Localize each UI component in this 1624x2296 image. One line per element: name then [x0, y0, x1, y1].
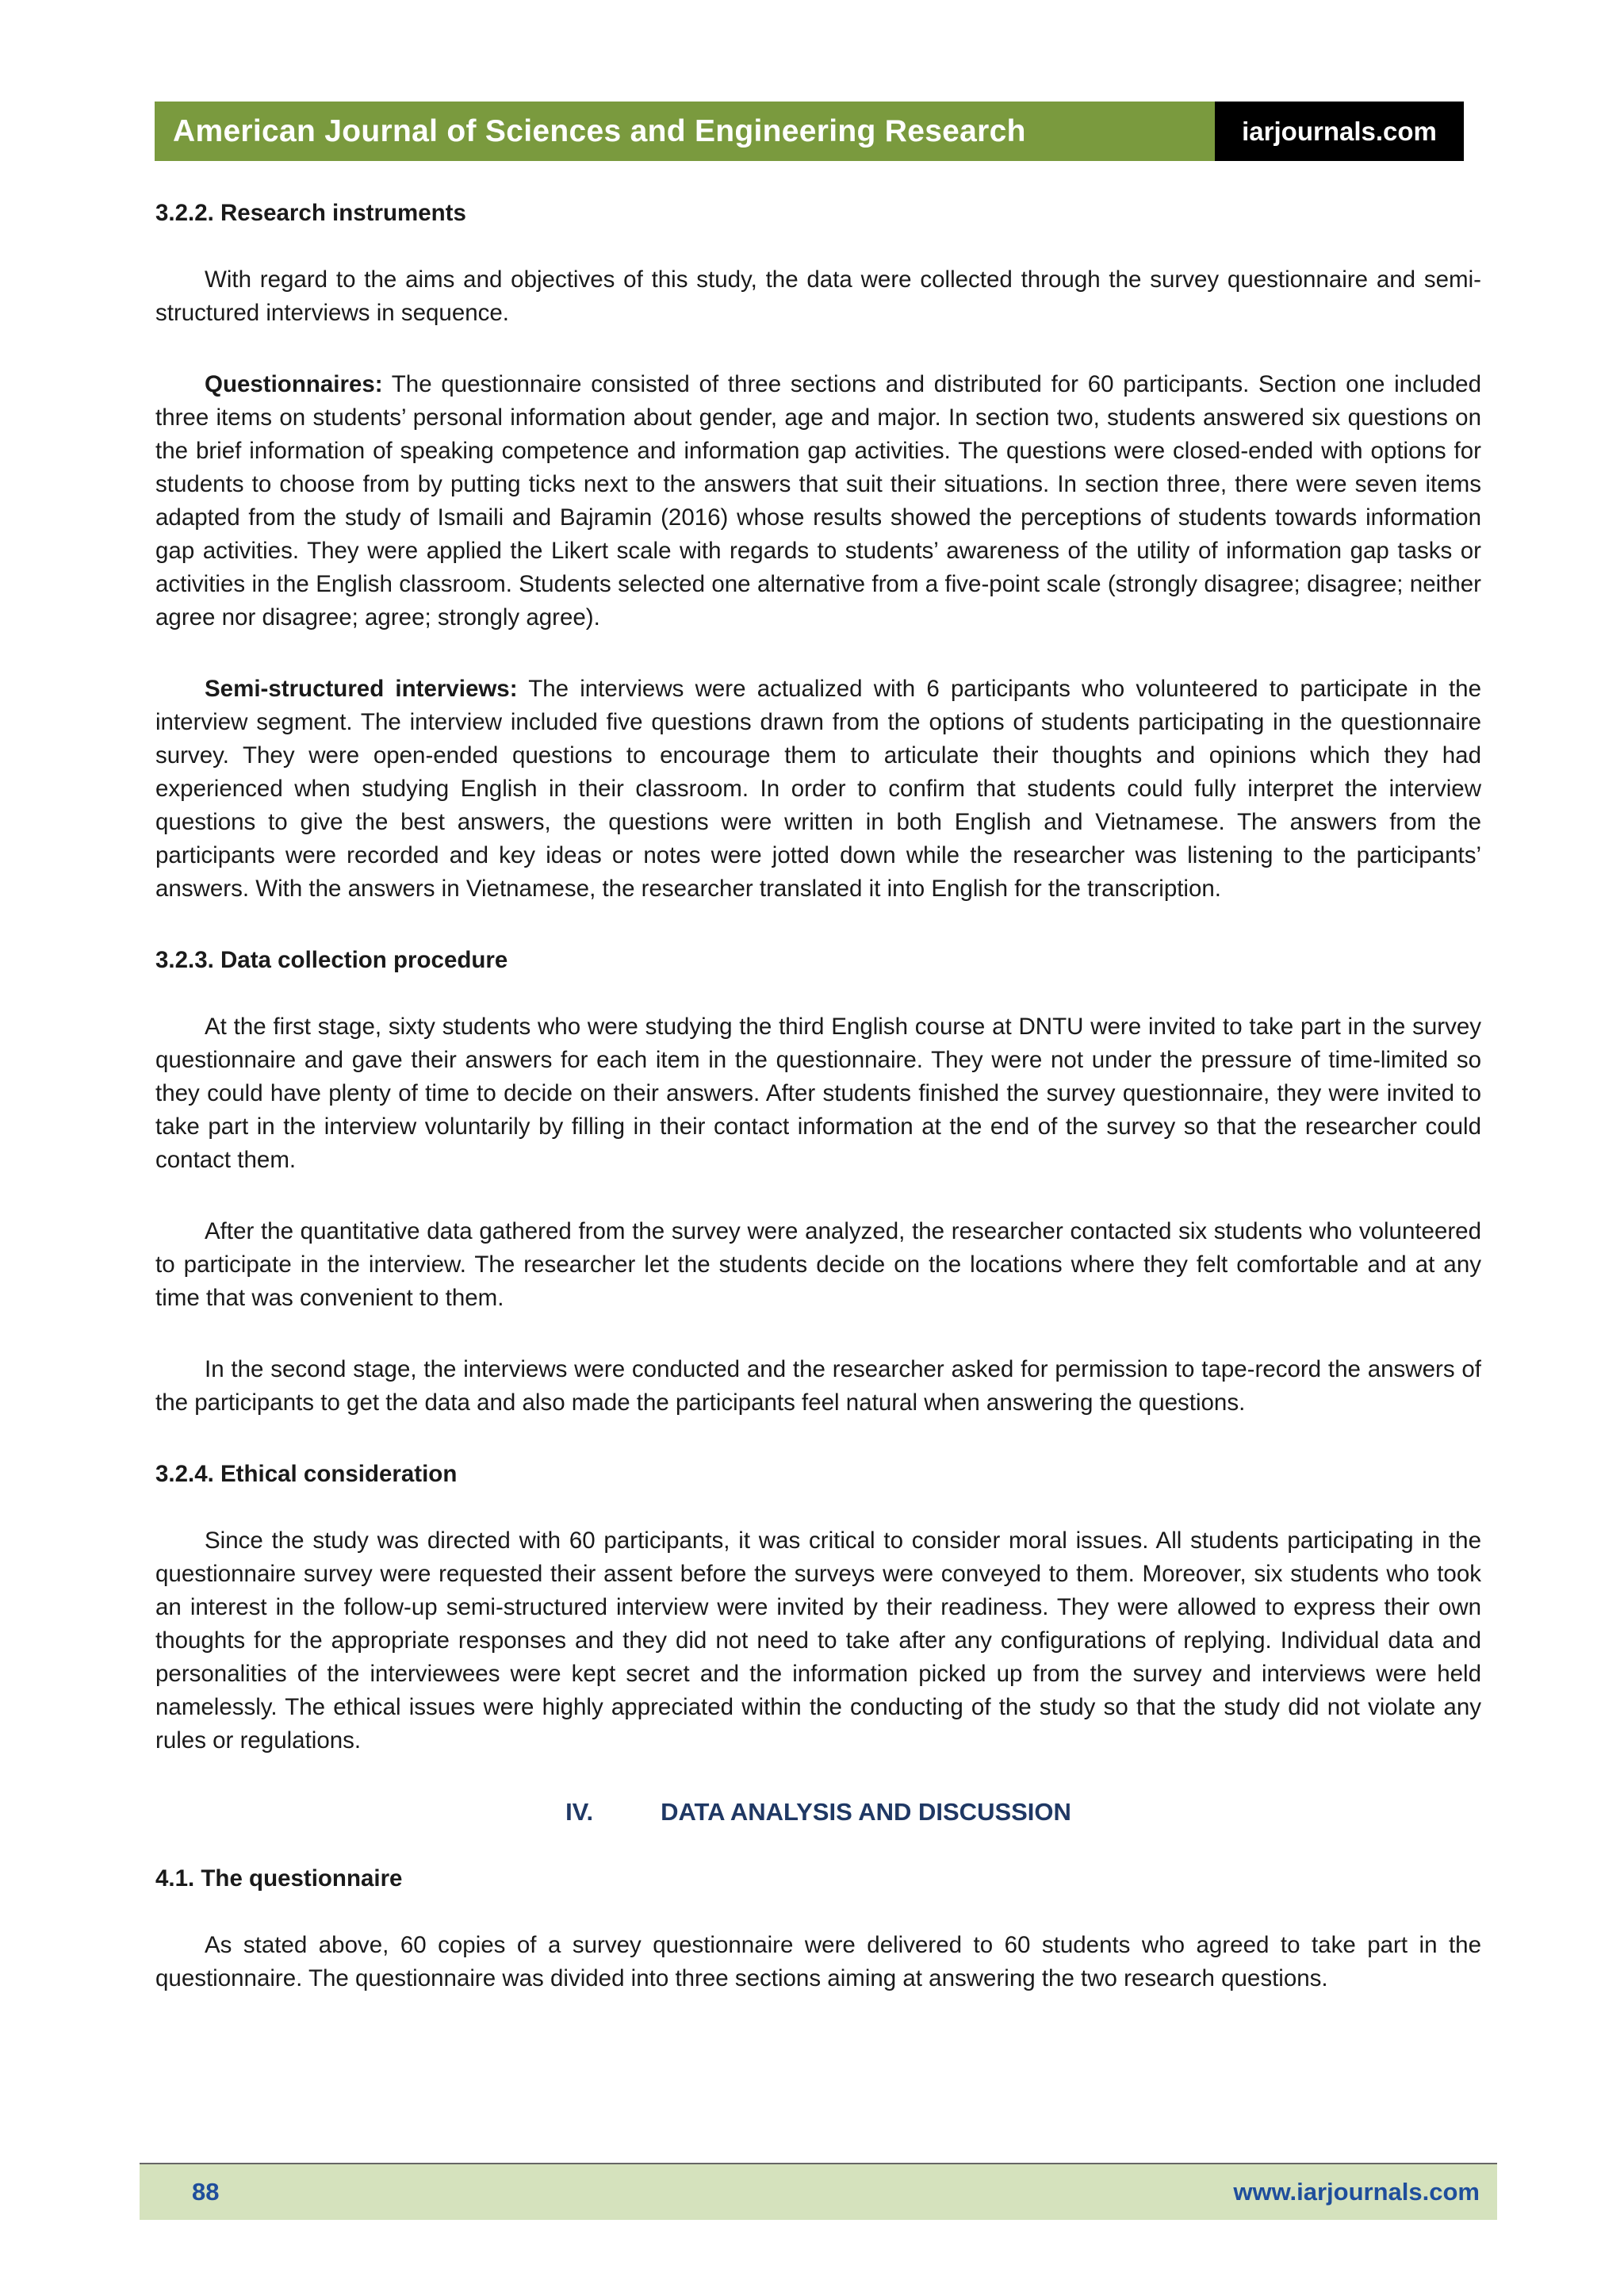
journal-title: American Journal of Sciences and Engineering Research [173, 114, 1026, 148]
article-body [155, 197, 1481, 2033]
paragraph-questionnaires [155, 368, 1481, 634]
paragraph-ethical: Since the study was directed with 60 participants, it was critical to consider moral issues. All students participating in the questionnaire survey were requested their assent before the surveys were conveyed to them. Moreover, six students who took an interest in the follow-up semi-structured interview were invited by their readiness. They were allowed to express their own thoughts for the appropriate responses and they did not need to take after any configurations of replying. Individual data and personalities of the interviewees were kept secret and the information picked up from the survey and interviews were held namelessly. The ethical issues were highly appreciated within the conducting of the study so that the study did not violate any rules or regulations. [155, 1527, 1481, 1754]
section-title: DATA ANALYSIS AND DISCUSSION [661, 1798, 1071, 1826]
paragraph-collection-1: At the first stage, sixty students who were studying the third English course at DNTU were invited to take part in the survey questionnaire and gave their answers for each item in the questionnaire. They were not under the pressure of time-limited so they could have plenty of time to decide on their answers. After students finished the survey questionnaire, they were invited to take part in the interview voluntarily by filling in their contact information at the end of the survey so that the researcher could contact them. [155, 1014, 1481, 1173]
footer-site-link[interactable]: www.iarjournals.com [1233, 2178, 1480, 2206]
paragraph-interviews [155, 673, 1481, 906]
questionnaires-lead: Questionnaires: [205, 371, 383, 397]
heading-data-collection: 3.2.3. Data collection procedure [155, 947, 508, 973]
section-heading-analysis [155, 1796, 1481, 1829]
questionnaires-text: The questionnaire consisted of three sections and distributed for 60 participants. Section one included three items on students’ personal information about gender, age and major. In section two, students answered six questions on the brief information of speaking competence and information gap activities. The questions were closed-ended with options for students to choose from by putting ticks next to the answers that suit their situations. In section three, there were seven items adapted from the study of Ismaili and Bajramin (2016) whose results showed the perceptions of students towards information gap activities. They were applied the Likert scale with regards to students’ awareness of the utility of information gap tasks or activities in the English classroom. Students selected one alternative from a five-point scale (strongly disagree; disagree; neither agree nor disagree; agree; strongly agree). [155, 371, 1481, 631]
heading-research-instruments: 3.2.2. Research instruments [155, 200, 466, 226]
section-number: IV. [565, 1798, 594, 1826]
page-number: 88 [192, 2178, 220, 2206]
paragraph-collection-3: In the second stage, the interviews were conducted and the researcher asked for permission to tape-record the answers of the participants to get the data and also made the participants feel natural when answering the questions. [155, 1356, 1481, 1416]
heading-ethical: 3.2.4. Ethical consideration [155, 1461, 458, 1487]
interviews-text: The interviews were actualized with 6 participants who volunteered to participate in the interview segment. The interview included five questions drawn from the options of students participating in the questionnaire survey. They were open-ended questions to encourage them to articulate their thoughts and opinions which they had experienced when studying English in their classroom. In order to confirm that students could fully interpret the interview questions to give the best answers, the questions were written in both English and Vietnamese. The answers from the participants were recorded and key ideas or notes were jotted down while the researcher was listening to the participants’ answers. With the answers in Vietnamese, the researcher translated it into English for the transcription. [155, 676, 1481, 902]
paragraph-instruments-intro: With regard to the aims and objectives of this study, the data were collected through the survey questionnaire and semi-structured interviews in sequence. [155, 266, 1481, 326]
paragraph-collection-2: After the quantitative data gathered from the survey were analyzed, the researcher contacted six students who volunteered to participate in the interview. The researcher let the students decide on the locations where they felt comfortable and at any time that was convenient to them. [155, 1218, 1481, 1311]
interviews-lead: Semi-structured interviews: [205, 676, 518, 702]
paragraph-questionnaire: As stated above, 60 copies of a survey questionnaire were delivered to 60 students who agreed to take part in the questionnaire. The questionnaire was divided into three sections aiming at answering the two research questions. [155, 1932, 1481, 1991]
heading-questionnaire: 4.1. The questionnaire [155, 1865, 403, 1892]
journal-site-badge[interactable]: iarjournals.com [1215, 102, 1464, 161]
